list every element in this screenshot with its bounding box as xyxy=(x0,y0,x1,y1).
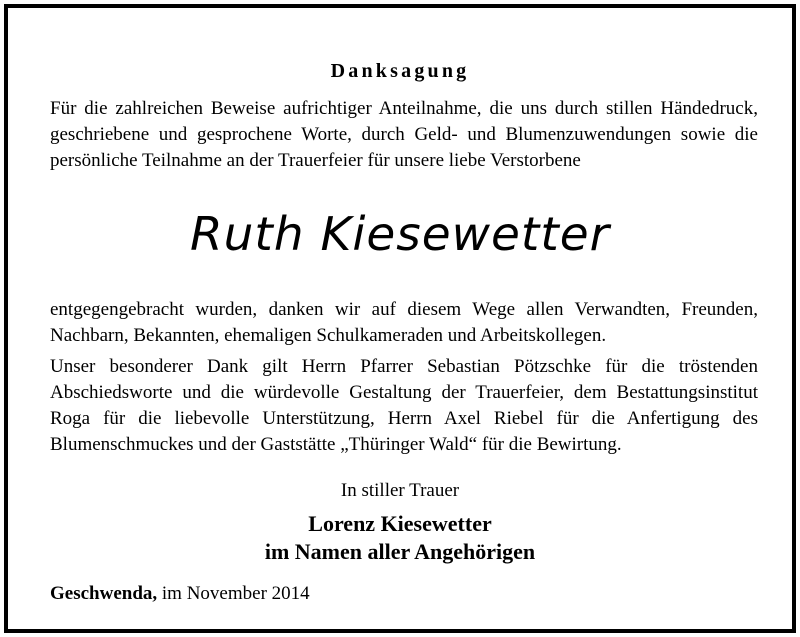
deceased-name: Ruth Kiesewetter xyxy=(190,207,610,261)
notice-date: im November 2014 xyxy=(161,583,310,604)
thanks-paragraph: entgegengebracht wurden, danken wir auf diesem Wege allen Verwandten, Freunden, Nachbarn, Bekannten, ehemaligen Schulkameraden und Arbeitskollegen. xyxy=(50,299,758,346)
signer-name: Lorenz Kiesewetter xyxy=(308,511,492,536)
notice-title: Danksagung xyxy=(330,60,470,82)
place-name: Geschwenda, xyxy=(50,583,158,604)
intro-paragraph: Für die zahlreichen Beweise aufrichtiger Anteilnahme, die uns durch stillen Händedruck, geschriebene und gesprochene Worte, durch Geld- und Blumenzuwendungen sowie die persönliche Teilnahme an der Trauerfeier für unsere liebe Verstorbene xyxy=(50,98,758,171)
obituary-notice xyxy=(4,4,796,633)
signer-note: im Namen aller Angehörigen xyxy=(264,539,536,564)
mourning-line: In stiller Trauer xyxy=(340,480,460,501)
place-date-line xyxy=(50,582,310,606)
special-thanks-paragraph: Unser besonderer Dank gilt Herrn Pfarrer Sebastian Pötzschke für die tröstenden Abschiedsworte und die würdevolle Gestaltung der Trauerfeier, dem Bestattungsinstitut Roga für die liebevolle Unterstützung, Herrn Axel Riebel für die Anfertigung des Blumenschmuckes und der Gaststätte „Thüringer Wald“ für die Bewirtung. xyxy=(50,356,758,455)
